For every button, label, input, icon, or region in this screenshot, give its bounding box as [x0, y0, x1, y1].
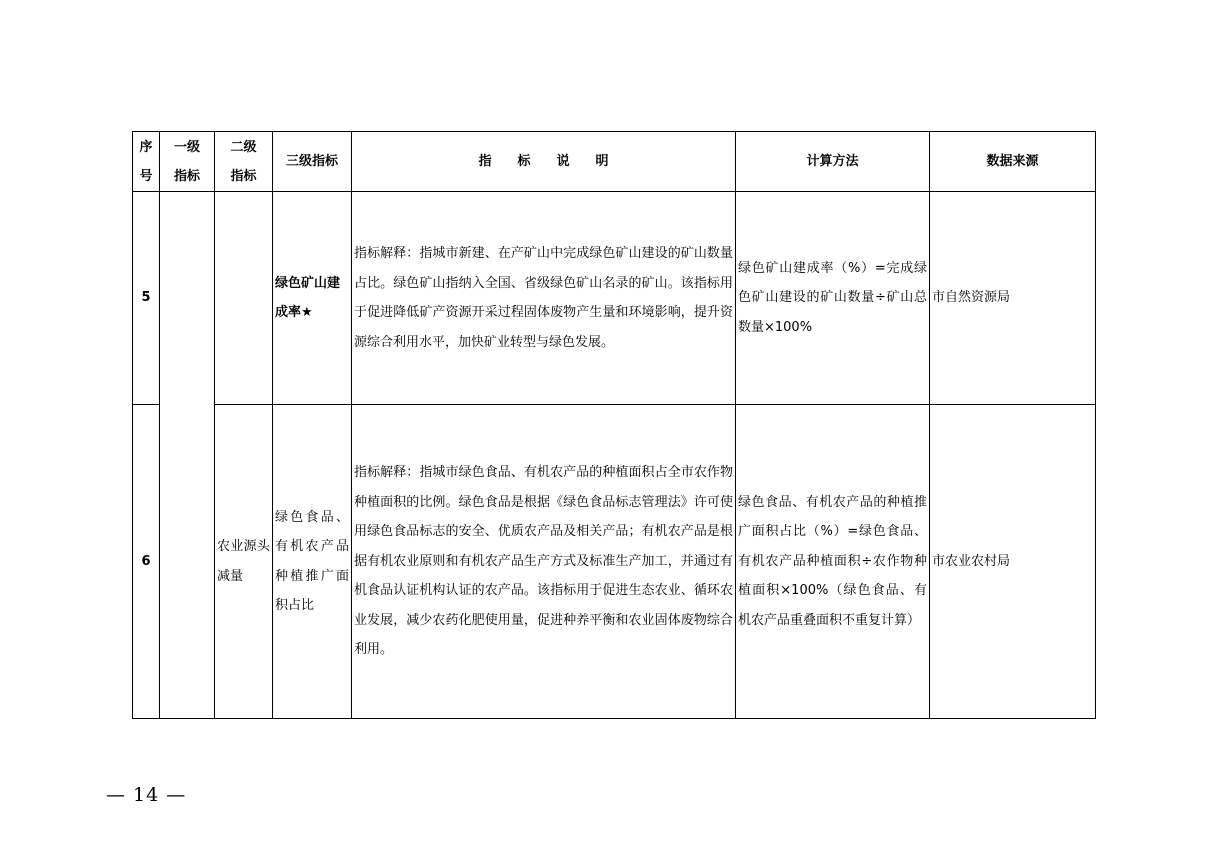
source-cell: 市自然资源局	[930, 192, 1096, 405]
row-number: 5	[133, 192, 160, 405]
header-level1-line2: 指标	[173, 168, 200, 184]
level1-cell	[160, 192, 215, 719]
calculation-cell: 绿色食品、有机农产品的种植推广面积占比（%）=绿色食品、有机农产品种植面积÷农作物种植面积×100%（绿色食品、有机农产品重叠面积不重复计算）	[736, 405, 930, 719]
header-level2-line1: 二级	[230, 139, 257, 155]
header-seq-line2: 号	[139, 168, 153, 184]
header-level3: 三级指标	[273, 132, 352, 192]
header-level1	[160, 132, 215, 192]
header-level2	[215, 132, 273, 192]
row-number: 6	[133, 405, 160, 719]
header-level2-line2: 指标	[230, 168, 257, 184]
table-row	[133, 192, 1096, 405]
level2-cell	[215, 192, 273, 405]
calculation-cell: 绿色矿山建成率（%）=完成绿色矿山建设的矿山数量÷矿山总数量×100%	[736, 192, 930, 405]
header-level1-line1: 一级	[173, 139, 200, 155]
description-cell: 指标解释：指城市新建、在产矿山中完成绿色矿山建设的矿山数量占比。绿色矿山指纳入全国、省级绿色矿山名录的矿山。该指标用于促进降低矿产资源开采过程固体废物产生量和环境影响，提升资源综合利用水平，加快矿业转型与绿色发展。	[352, 192, 736, 405]
level3-cell: 绿色矿山建成率★	[273, 192, 352, 405]
description-cell: 指标解释：指城市绿色食品、有机农产品的种植面积占全市农作物种植面积的比例。绿色食品是根据《绿色食品标志管理法》许可使用绿色食品标志的安全、优质农产品及相关产品；有机农产品是根据有机农业原则和有机农产品生产方式及标准生产加工，并通过有机食品认证机构认证的农产品。该指标用于促进生态农业、循环农业发展，减少农药化肥使用量，促进种养平衡和农业固体废物综合利用。	[352, 405, 736, 719]
level3-cell: 绿色食品、有机农产品种植推广面积占比	[273, 405, 352, 719]
source-cell: 市农业农村局	[930, 405, 1096, 719]
indicator-table	[132, 131, 1096, 719]
level2-cell: 农业源头减量	[215, 405, 273, 719]
header-seq-line1: 序	[139, 139, 153, 155]
header-source: 数据来源	[930, 132, 1096, 192]
page-number: — 14 —	[106, 784, 187, 806]
header-calc: 计算方法	[736, 132, 930, 192]
header-seq	[133, 132, 160, 192]
header-row	[133, 132, 1096, 192]
table-row	[133, 405, 1096, 719]
header-desc: 指 标 说 明	[352, 132, 736, 192]
